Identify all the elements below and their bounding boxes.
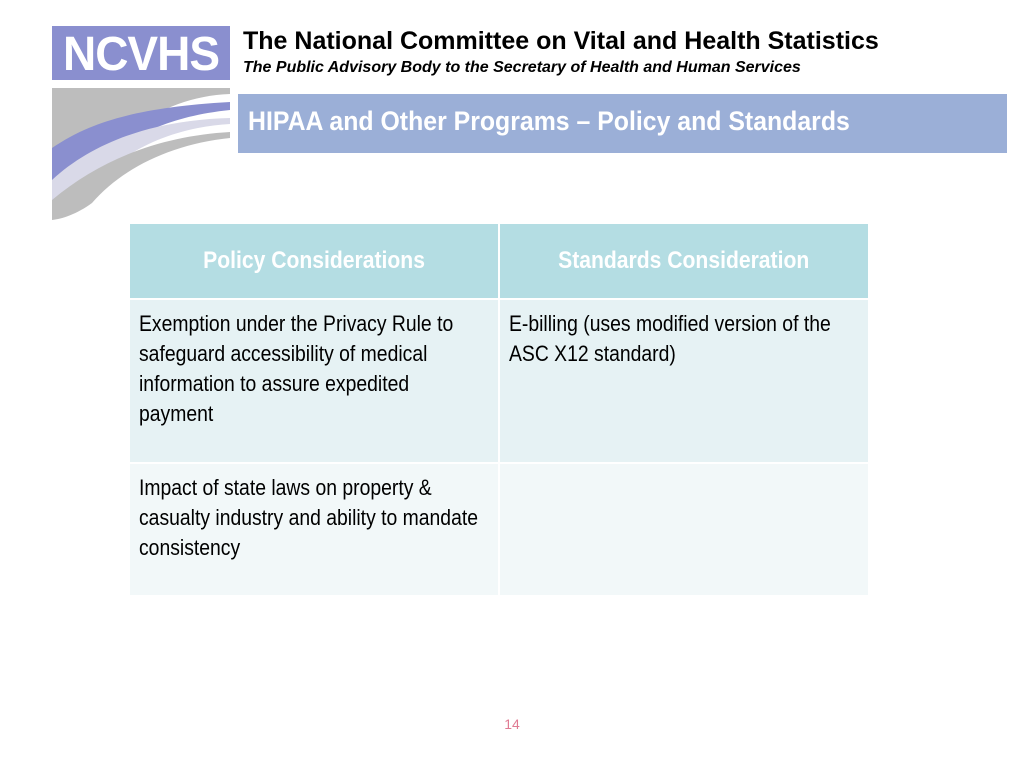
- column-header-standards: [499, 223, 869, 299]
- table-row: [129, 299, 869, 463]
- page-number: 14: [504, 716, 520, 732]
- policy-standards-table: [128, 222, 870, 597]
- column-header-policy: [129, 223, 499, 299]
- org-subtitle: The Public Advisory Body to the Secretary of Health and Human Services: [243, 59, 801, 76]
- logo-text: NCVHS: [62, 25, 220, 81]
- table-cell: [129, 299, 499, 463]
- column-header-policy-label: Policy Considerations: [203, 247, 425, 274]
- org-title: The National Committee on Vital and Health Statistics: [243, 27, 879, 55]
- table-cell-text: Exemption under the Privacy Rule to safeguard accessibility of medical information to assure expedited payment: [139, 311, 454, 426]
- table-cell: [499, 463, 869, 596]
- table-cell: [499, 299, 869, 463]
- slide-title-banner: [238, 94, 1007, 153]
- table-cell-text: E-billing (uses modified version of the ASC X12 standard): [509, 311, 831, 366]
- table-header-row: [129, 223, 869, 299]
- table-cell: [129, 463, 499, 596]
- ncvhs-logo: [52, 26, 230, 80]
- table-row: [129, 463, 869, 596]
- logo-swoosh-graphic: [52, 88, 230, 220]
- table-cell-text: Impact of state laws on property & casualty industry and ability to mandate consistency: [139, 475, 478, 560]
- slide-title: HIPAA and Other Programs – Policy and Standards: [248, 106, 850, 136]
- column-header-standards-label: Standards Consideration: [558, 247, 810, 274]
